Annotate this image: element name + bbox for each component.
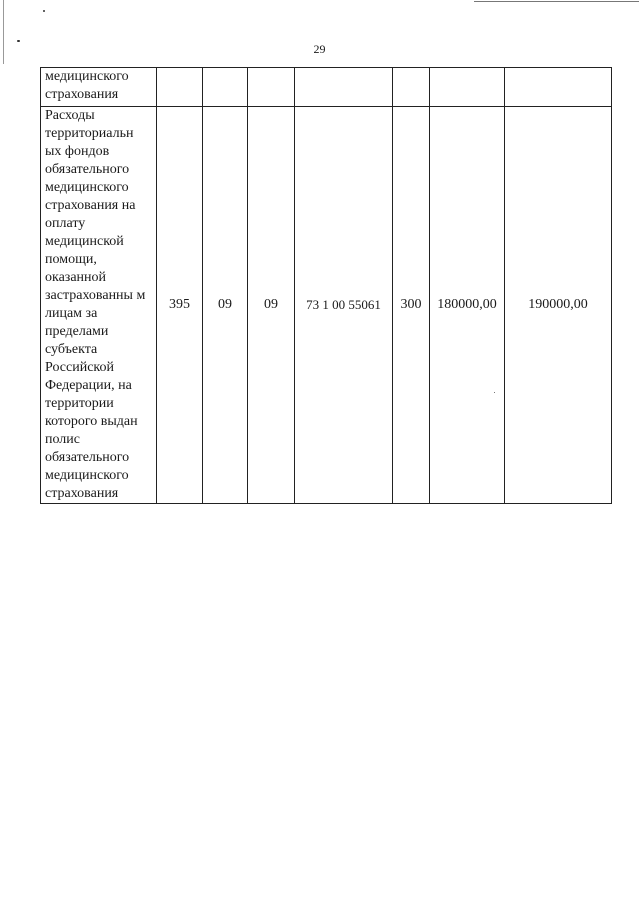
scan-artifact-dot [17,40,20,42]
expense-type-cell [393,68,430,107]
target-article: 73 1 00 55061 [306,297,381,312]
subsection-code-cell [248,68,295,107]
amount-year-2: 190000,00 [528,297,588,312]
expense-type: 300 [400,297,422,312]
section-code-cell [203,68,248,107]
ministry-code: 395 [169,297,190,312]
expense-type-cell [393,107,430,504]
target-article-cell [295,68,393,107]
amount-year-2-cell [505,107,612,504]
table-row-continued [41,68,612,107]
description-text: медицинского страхования [45,69,129,102]
budget-table [40,67,612,504]
ministry-code-cell [157,68,203,107]
scan-artifact-edge [3,0,4,64]
target-article-cell [295,107,393,504]
amount-year-1-cell [430,68,505,107]
amount-year-1: 180000,00 [437,297,497,312]
ministry-code-cell [157,107,203,504]
table-row [41,107,612,504]
subsection-code: 09 [264,297,278,312]
amount-year-1-cell [430,107,505,504]
scan-artifact-dot [43,10,45,12]
scan-artifact-line [474,1,639,2]
section-code: 09 [218,297,232,312]
amount-year-2-cell [505,68,612,107]
description-cell [41,68,157,107]
description-text: Расходы территориальн ых фондов обязательного медицинского страхования на оплату медицинской помощи, оказанной застрахованны м лицам за пределами субъекта Российской Федерации, на территории которого выдан полис обязательного медицинского страхования [45,108,146,501]
page-number: 29 [313,42,326,56]
subsection-code-cell [248,107,295,504]
section-code-cell [203,107,248,504]
description-cell [41,107,157,504]
